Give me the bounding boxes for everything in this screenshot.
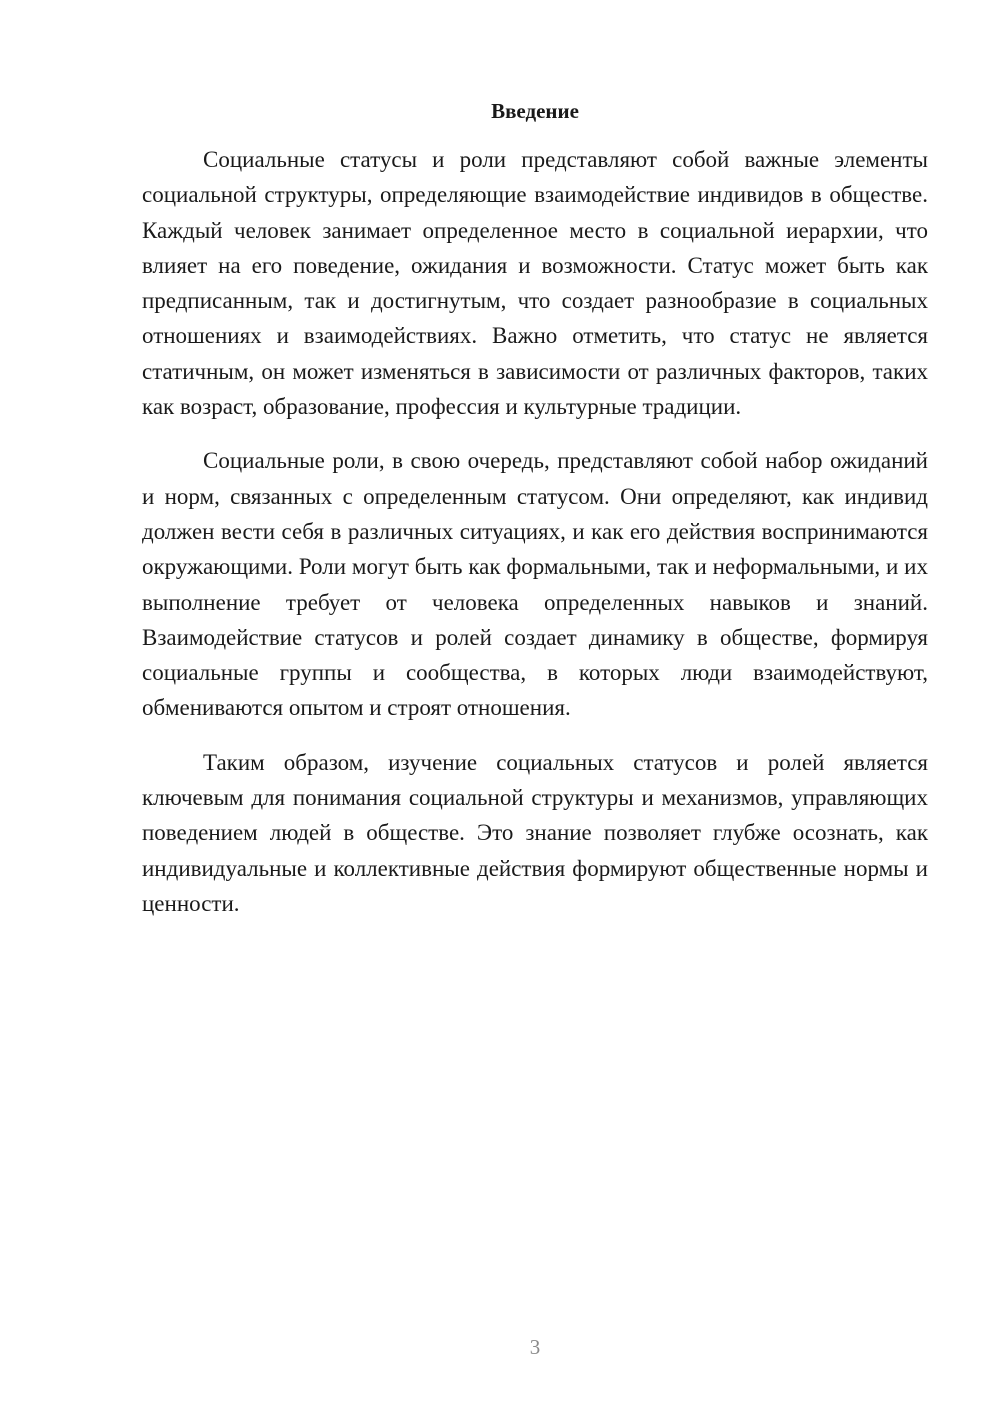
paragraph-3: Таким образом, изучение социальных статусов и ролей является ключевым для понимания социальной структуры и механизмов, управляющих поведением людей в обществе. Это знание позволяет глубже осознать, как индивидуальные и коллективные действия формируют общественные нормы и ценности.	[142, 749, 928, 916]
page-number: 3	[529, 1335, 541, 1359]
body-text	[142, 142, 928, 940]
paragraph-2: Социальные роли, в свою очередь, представляют собой набор ожиданий и норм, связанных с определенным статусом. Они определяют, как индивид должен вести себя в различных ситуациях, и как его действия воспринимаются окружающими. Роли могут быть как формальными, так и неформальными, и их выполнение требует от человека определенных навыков и знаний. Взаимодействие статусов и ролей создает динамику в обществе, формируя социальные группы и сообщества, в которых люди взаимодействуют, обмениваются опытом и строят отношения.	[142, 448, 928, 721]
section-heading: Введение	[491, 99, 579, 123]
paragraph-1: Социальные статусы и роли представляют собой важные элементы социальной структуры, определяющие взаимодействие индивидов в обществе. Каждый человек занимает определенное место в социальной иерархии, что влияет на его поведение, ожидания и возможности. Статус может быть как предписанным, так и достигнутым, что создает разнообразие в социальных отношениях и взаимодействиях. Важно отметить, что статус не является статичным, он может изменяться в зависимости от различных факторов, таких как возраст, образование, профессия и культурные традиции.	[142, 147, 928, 420]
